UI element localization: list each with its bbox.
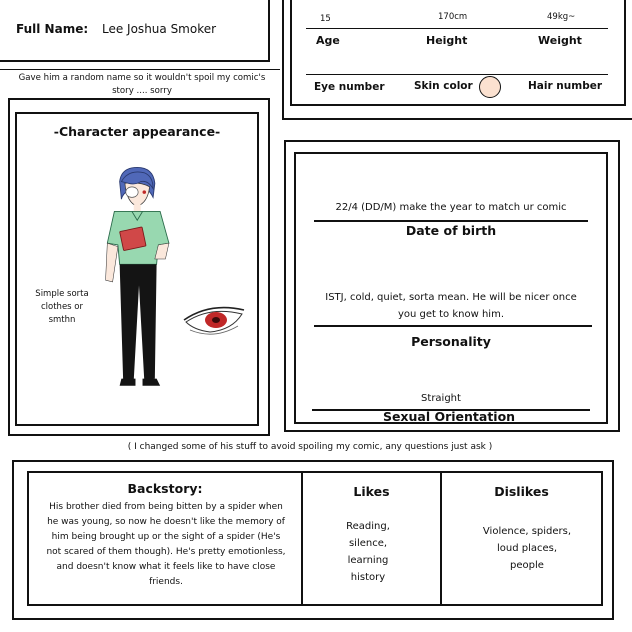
- name-note-divider: [0, 69, 280, 70]
- hair-number-label: Hair number: [528, 80, 603, 92]
- height-label: Height: [426, 34, 468, 47]
- birth-label: Date of birth: [405, 223, 497, 238]
- stats-box: [290, 0, 626, 106]
- eye-closeup-illustration: [180, 300, 250, 340]
- orientation-label: Sexual Orientation: [382, 409, 516, 424]
- info-box: [294, 152, 608, 424]
- personality-value: ISTJ, cold, quiet, sorta mean. He will be nicer once you get to know him.: [325, 292, 577, 320]
- skin-color-label: Skin color: [414, 80, 473, 92]
- character-illustration: [95, 140, 183, 422]
- appearance-title: -Character appearance-: [53, 124, 221, 139]
- skin-color-swatch: [479, 76, 501, 98]
- backstory-text: His brother died from being bitten by a spider when he was young, so now he doesn't like the memory of him being brought up or the sight of a spider (He's not scared of them though). He's pretty emotionless, and doesn't know what it feels like to have close friends.: [46, 502, 286, 587]
- clothes-note: Simple sorta clothes or smthn: [35, 289, 89, 325]
- appearance-box: [15, 112, 259, 426]
- bottom-inner-frame: [27, 471, 603, 606]
- name-note: Gave him a random name so it wouldn't spoil my comic's story .... sorry: [18, 73, 266, 96]
- height-value: 170cm: [438, 12, 468, 22]
- personality-label: Personality: [411, 334, 491, 349]
- backstory-title: Backstory:: [127, 481, 203, 496]
- dislikes-title: Dislikes: [494, 484, 549, 499]
- personality-divider: [314, 325, 592, 327]
- birth-value: 22/4 (DD/M) make the year to match ur comic: [335, 202, 567, 213]
- footnote: ( I changed some of his stuff to avoid spoiling my comic, any questions just ask ): [127, 442, 493, 452]
- likes-title: Likes: [353, 484, 390, 499]
- orientation-value: Straight: [421, 393, 461, 404]
- full-name-value: Lee Joshua Smoker: [102, 22, 217, 36]
- likes-text: Reading, silence, learning history: [346, 521, 390, 583]
- dislikes-text: Violence, spiders, loud places, people: [482, 526, 572, 571]
- age-value: 15: [320, 14, 331, 24]
- birth-divider: [314, 220, 588, 222]
- stats-divider-bottom: [306, 74, 608, 75]
- full-name-label: Full Name:: [16, 22, 89, 36]
- name-box: [0, 0, 270, 62]
- weight-value: 49kg~: [547, 12, 576, 22]
- age-label: Age: [316, 34, 340, 47]
- stats-divider-top: [306, 28, 608, 29]
- weight-label: Weight: [538, 34, 582, 47]
- eye-number-label: Eye number: [314, 81, 385, 93]
